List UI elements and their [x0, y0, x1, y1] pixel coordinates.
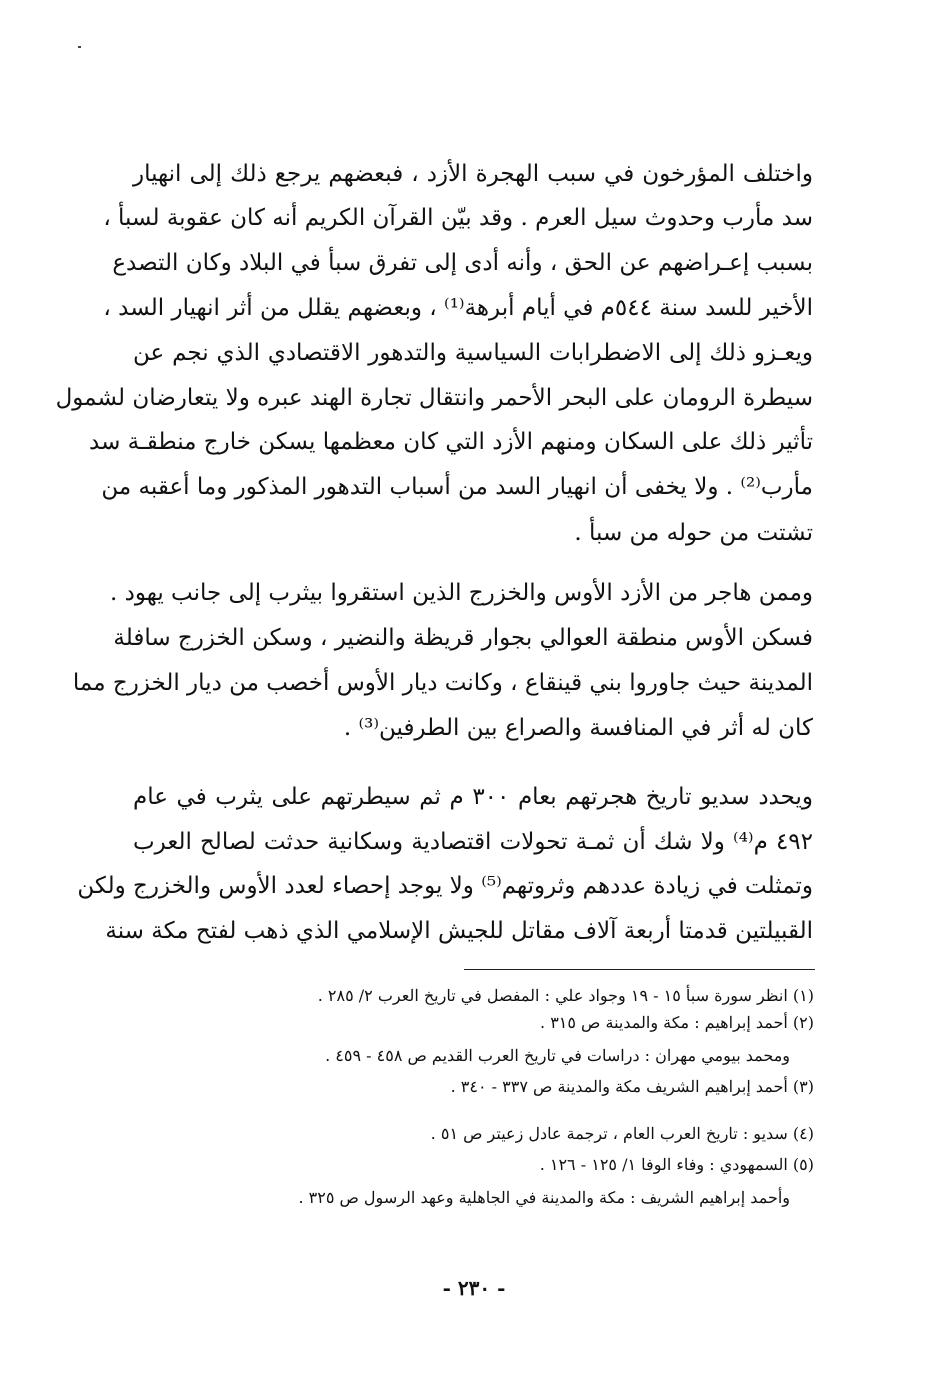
body-line: القبيلتين قدمتا أربعة آلاف مقاتل للجيش الإسلامي الذي ذهب لفتح مكة سنة — [105, 918, 813, 944]
footnote: (٥) السمهودي : وفاء الوفا ١/ ١٢٥ - ١٢٦ . — [539, 1155, 814, 1174]
body-line: ٤٩٢ م⁽⁴⁾ ولا شك أن ثمـة تحولات اقتصادية وسكانية حدثت لصالح العرب — [133, 829, 813, 855]
body-line: كان له أثر في المنافسة والصراع بين الطرفين⁽³⁾ . — [343, 715, 813, 741]
scan-speck — [78, 46, 81, 48]
body-line: ويحدد سديو تاريخ هجرتهم بعام ٣٠٠ م ثم سيطرتهم على يثرب في عام — [133, 784, 813, 810]
body-line: المدينة حيث جاوروا بني قينقاع ، وكانت ديار الأوس أخصب من ديار الخزرج مما — [72, 670, 813, 696]
body-line: تأثير ذلك على السكان ومنهم الأزد التي كان معظمها يسكن خارج منطقـة سد — [89, 429, 813, 455]
footnote: (١) انظر سورة سبأ ١٥ - ١٩ وجواد علي : المفصل في تاريخ العرب ٢/ ٢٨٥ . — [317, 986, 814, 1005]
body-line: سيطرة الرومان على البحر الأحمر وانتقال تجارة الهند عبره ولا يتعارضان لشمول — [55, 385, 813, 411]
body-line: مأرب⁽²⁾ . ولا يخفى أن انهيار السد من أسباب التدهور المذكور وما أعقبه من — [101, 474, 813, 500]
footnote: (٣) أحمد إبراهيم الشريف مكة والمدينة ص ٣٣٧ - ٣٤٠ . — [450, 1077, 814, 1096]
body-line: وتمثلت في زيادة عددهم وثروتهم⁽⁵⁾ ولا يوجد إحصاء لعدد الأوس والخزرج ولكن — [77, 873, 813, 899]
body-line: سد مأرب وحدوث سيل العرم . وقد بيّن القرآن الكريم أنه كان عقوبة لسبأ ، — [103, 205, 813, 231]
body-line: وممن هاجر من الأزد الأوس والخزرج الذين استقروا بيثرب إلى جانب يهود . — [109, 580, 813, 606]
body-line: فسكن الأوس منطقة العوالي بجوار قريظة والنضير ، وسكن الخزرج سافلة — [113, 625, 813, 651]
footnote-continuation: ومحمد بيومي مهران : دراسات في تاريخ العرب القديم ص ٤٥٨ - ٤٥٩ . — [325, 1046, 790, 1065]
footnote: (٢) أحمد إبراهيم : مكة والمدينة ص ٣١٥ . — [540, 1013, 814, 1032]
body-line: الأخير للسد سنة ٥٤٤م في أيام أبرهة⁽¹⁾ ، وبعضهم يقلل من أثر انهيار السد ، — [103, 295, 813, 321]
footnote-separator — [464, 969, 815, 970]
body-line: واختلف المؤرخون في سبب الهجرة الأزد ، فبعضهم يرجع ذلك إلى انهيار — [133, 161, 813, 187]
body-line: بسبب إعـراضهم عن الحق ، وأنه أدى إلى تفرق سبأ في البلاد وكان التصدع — [112, 250, 813, 276]
body-line: تشتت من حوله من سبأ . — [574, 520, 813, 546]
page-number: - ٢٣٠ - — [442, 1276, 506, 1300]
body-line: ويعـزو ذلك إلى الاضطرابات السياسية والتدهور الاقتصادي الذي نجم عن — [133, 340, 813, 366]
footnote: (٤) سديو : تاريخ العرب العام ، ترجمة عادل زعيتر ص ٥١ . — [430, 1124, 814, 1143]
footnote-continuation: وأحمد إبراهيم الشريف : مكة والمدينة في الجاهلية وعهد الرسول ص ٣٢٥ . — [298, 1188, 790, 1207]
